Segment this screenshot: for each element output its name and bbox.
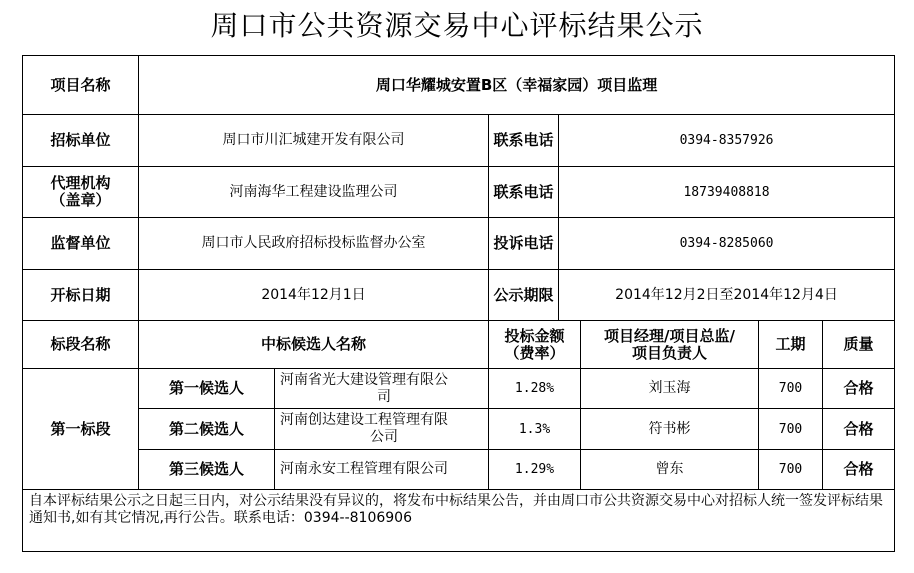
candidate-duration: 700 (759, 409, 823, 450)
project-label: 项目名称 (23, 56, 139, 115)
candidate-manager: 曾东 (581, 450, 759, 490)
page-title: 周口市公共资源交易中心评标结果公示 (210, 9, 704, 42)
candidate-duration: 700 (759, 369, 823, 409)
candidate-quality: 合格 (823, 369, 895, 409)
candidate-bid: 1.29% (489, 450, 581, 490)
complaint-phone: 0394-8285060 (559, 218, 895, 270)
section-name: 第一标段 (23, 369, 139, 490)
tenderer-phone: 0394-8357926 (559, 115, 895, 167)
period-label: 公示期限 (489, 270, 559, 321)
candidate-rank: 第一候选人 (139, 369, 275, 409)
tenderer-value: 周口市川汇城建开发有限公司 (139, 115, 489, 167)
candidate-duration: 700 (759, 450, 823, 490)
complaint-phone-label: 投诉电话 (489, 218, 559, 270)
candidate-rank: 第三候选人 (139, 450, 275, 490)
candidate-rank: 第二候选人 (139, 409, 275, 450)
result-table (22, 55, 895, 552)
agency-label-line2: （盖章） (50, 191, 111, 209)
candidate-quality: 合格 (823, 409, 895, 450)
candidate-manager: 刘玉海 (581, 369, 759, 409)
header-duration: 工期 (759, 321, 823, 369)
header-candidate: 中标候选人名称 (139, 321, 489, 369)
candidate-bid: 1.28% (489, 369, 581, 409)
supervisor-label: 监督单位 (23, 218, 139, 270)
agency-label (23, 167, 139, 218)
header-manager-line1: 项目经理/项目总监/ (604, 326, 735, 345)
period-value: 2014年12月2日至2014年12月4日 (559, 270, 895, 321)
notice-text: 自本评标结果公示之日起三日内，对公示结果没有异议的，将发布中标结果公告，并由周口市公共资源交易中心对招标人统一签发评标结果通知书,如有其它情况,再行公告。联系电话：0394--8106906 (23, 490, 895, 552)
table-row (23, 450, 895, 490)
tenderer-label: 招标单位 (23, 115, 139, 167)
candidate-name (275, 450, 489, 490)
header-bid-line2: （费率） (504, 343, 565, 362)
candidate-quality: 合格 (823, 450, 895, 490)
agency-label-line1: 代理机构 (50, 174, 111, 192)
supervisor-value: 周口市人民政府招标投标监督办公室 (139, 218, 489, 270)
candidate-name-line1: 河南创达建设工程管理有限 (280, 412, 448, 428)
project-value: 周口华耀城安置B区（幸福家园）项目监理 (139, 56, 895, 115)
table-row (23, 369, 895, 409)
header-section: 标段名称 (23, 321, 139, 369)
header-manager (581, 321, 759, 369)
candidate-name-line2: 公司 (370, 429, 398, 445)
table-row (23, 409, 895, 450)
candidate-name-line1: 河南永安工程管理有限公司 (280, 461, 448, 477)
agency-value: 河南海华工程建设监理公司 (139, 167, 489, 218)
header-bid (489, 321, 581, 369)
candidate-manager: 符书彬 (581, 409, 759, 450)
candidate-bid: 1.3% (489, 409, 581, 450)
candidate-name-line2: 司 (377, 388, 391, 405)
header-manager-line2: 项目负责人 (631, 343, 707, 362)
opening-label: 开标日期 (23, 270, 139, 321)
candidate-name-line1: 河南省光大建设管理有限公 (280, 371, 448, 388)
tenderer-phone-label: 联系电话 (489, 115, 559, 167)
agency-phone: 18739408818 (559, 167, 895, 218)
header-bid-line1: 投标金额 (504, 326, 565, 345)
candidate-name (275, 409, 489, 450)
header-quality: 质量 (823, 321, 895, 369)
opening-value: 2014年12月1日 (139, 270, 489, 321)
agency-phone-label: 联系电话 (489, 167, 559, 218)
candidate-name (275, 369, 489, 409)
